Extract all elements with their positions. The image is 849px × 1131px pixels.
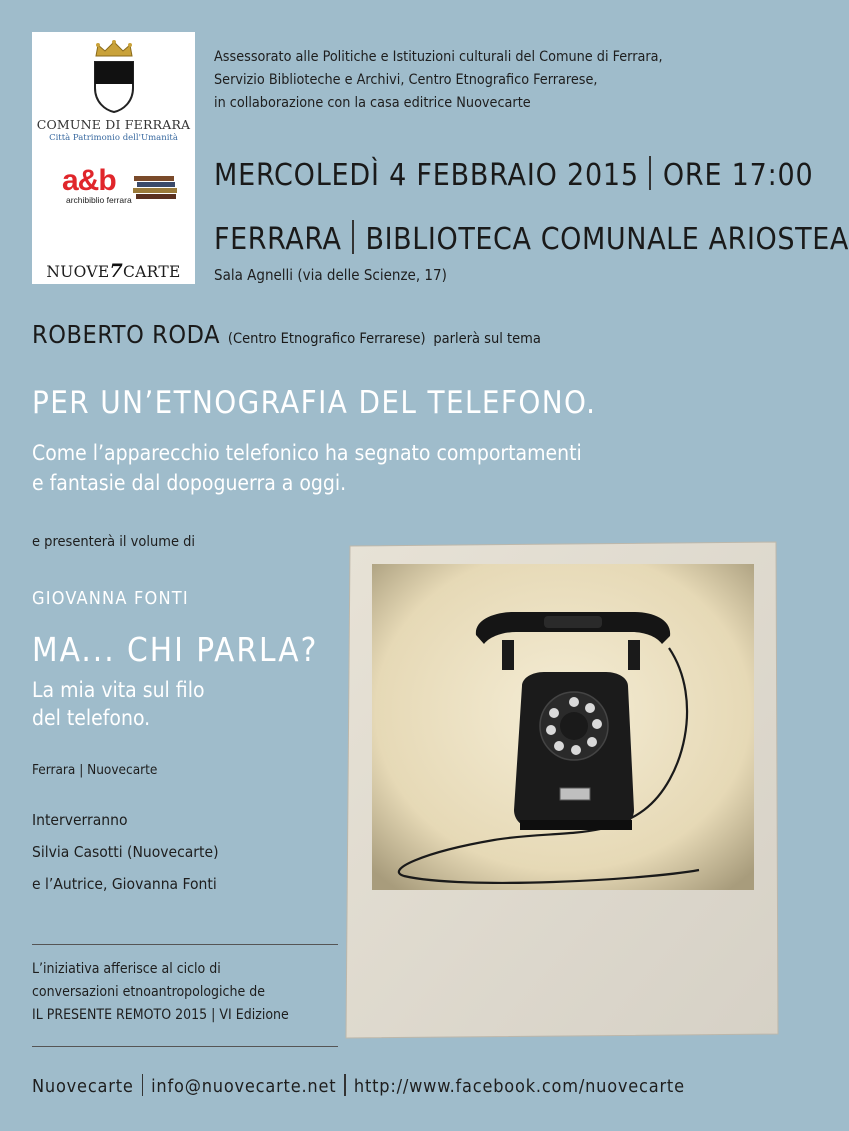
separator <box>142 1074 144 1096</box>
event-city: FERRARA <box>214 222 342 257</box>
footer-email[interactable]: info@nuovecarte.net <box>151 1076 337 1097</box>
footer-facebook-link[interactable]: http://www.facebook.com/nuovecarte <box>353 1076 685 1097</box>
event-venue: BIBLIOTECA COMUNALE ARIOSTEA <box>365 222 849 257</box>
event-date-line <box>214 156 813 193</box>
speaker-intro: parlerà sul tema <box>433 331 541 347</box>
archibiblio-logo <box>54 164 184 208</box>
cycle-line: IL PRESENTE REMOTO 2015 | VI Edizione <box>32 1007 289 1023</box>
nuovecarte-logo <box>32 260 195 282</box>
organizers-block <box>214 46 774 115</box>
logo-panel <box>32 32 195 284</box>
ab-logo-subtitle: archibiblio ferrara <box>66 195 132 205</box>
nuovecarte-logo-left: NUOVE <box>46 263 110 281</box>
separator <box>649 156 651 190</box>
divider <box>32 1046 338 1047</box>
event-place-line <box>214 220 849 257</box>
separator <box>344 1074 346 1096</box>
guests-block <box>32 804 219 900</box>
footer-contacts <box>32 1074 685 1097</box>
book-intro: e presenterà il volume di <box>32 534 196 550</box>
nuovecarte-logo-right: CARTE <box>123 263 181 281</box>
guests-label: Interverranno <box>32 811 128 829</box>
nuovecarte-logo-seven: 7 <box>109 260 123 282</box>
book-subtitle-line: del telefono. <box>32 706 151 730</box>
event-time: ORE 17:00 <box>662 158 814 193</box>
book-publisher: Ferrara | Nuovecarte <box>32 762 158 778</box>
comune-di-ferrara-logo <box>32 40 195 143</box>
cycle-block <box>32 958 332 1027</box>
talk-subtitle-line: Come l’apparecchio telefonico ha segnato comportamenti <box>32 441 582 465</box>
crown-icon <box>93 40 135 58</box>
talk-title: PER UN’ETNOGRAFIA DEL TELEFONO. <box>32 385 597 421</box>
event-date: MERCOLEDÌ 4 FEBBRAIO 2015 <box>214 158 639 193</box>
comune-subtitle: Città Patrimonio dell'Umanità <box>49 133 178 143</box>
cycle-line: conversazioni etnoantropologiche de <box>32 984 265 1000</box>
talk-subtitle <box>32 438 772 498</box>
divider <box>32 944 338 945</box>
speaker-affiliation: (Centro Etnografico Ferrarese) <box>227 331 426 347</box>
organizers-line: Servizio Biblioteche e Archivi, Centro Etnografico Ferrarese, <box>214 72 598 88</box>
footer-publisher: Nuovecarte <box>32 1076 134 1097</box>
speaker-line <box>32 320 541 349</box>
cycle-line: L’iniziativa afferisce al ciclo di <box>32 961 221 977</box>
speaker-name: ROBERTO RODA <box>32 320 221 349</box>
book-title: MA... CHI PARLA? <box>32 630 319 669</box>
book-subtitle <box>32 676 332 732</box>
guest-line: Silvia Casotti (Nuovecarte) <box>32 843 219 861</box>
separator <box>352 220 354 254</box>
books-icon <box>132 174 180 200</box>
book-subtitle-line: La mia vita sul filo <box>32 678 205 702</box>
organizers-line: in collaborazione con la casa editrice Nuovecarte <box>214 95 531 111</box>
ab-logo-text: a&b <box>62 164 116 197</box>
telephone-polaroid-photo <box>344 540 780 1040</box>
shield-icon <box>93 60 135 114</box>
book-author: GIOVANNA FONTI <box>32 588 189 609</box>
event-room: Sala Agnelli (via delle Scienze, 17) <box>214 266 447 284</box>
guest-line: e l’Autrice, Giovanna Fonti <box>32 875 217 893</box>
organizers-line: Assessorato alle Politiche e Istituzioni culturali del Comune di Ferrara, <box>214 49 663 65</box>
comune-name: COMUNE DI FERRARA <box>36 117 191 132</box>
talk-subtitle-line: e fantasie dal dopoguerra a oggi. <box>32 471 347 495</box>
